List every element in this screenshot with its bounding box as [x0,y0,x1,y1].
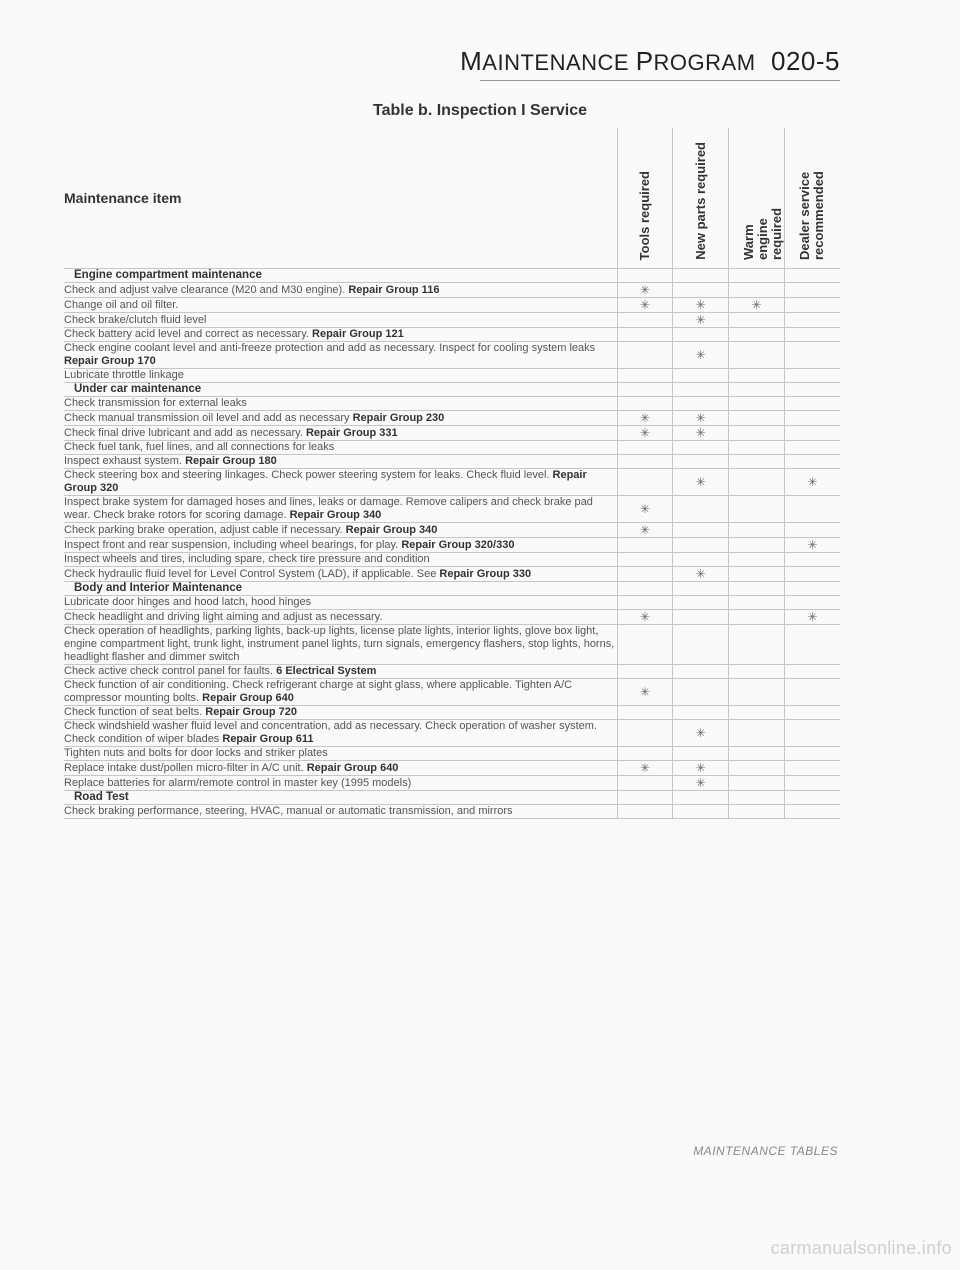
table-row [64,553,840,567]
item-text: Check function of air conditioning. Check refrigerant charge at sight glass, where applicable. Tighten A/C compressor mounting bolts. [64,679,573,704]
column-header-warm-label: Warm engine required [741,207,785,260]
asterisk-icon: ✳ [639,523,650,537]
cell-dealer [784,679,840,706]
repair-group-ref: 6 Electrical System [276,665,377,677]
cell-warm [729,805,785,819]
table-row [64,496,840,523]
cell-warm [729,283,785,298]
maintenance-item [64,538,617,553]
item-text: Check brake/clutch fluid level [64,313,207,326]
cell-parts [673,313,729,328]
cell-tools [617,298,673,313]
page-header [460,46,840,77]
table-row [64,313,840,328]
table-row [64,469,840,496]
table-row [64,720,840,747]
cell-parts [673,538,729,553]
cell-dealer [784,298,840,313]
maintenance-item [64,747,617,761]
cell-tools [617,625,673,665]
cell-parts [673,397,729,411]
table-row [64,283,840,298]
item-text: Check transmission for external leaks [64,397,247,409]
item-text: Check engine coolant level and anti-freeze protection and add as necessary. Inspect for cooling system leaks [64,342,596,354]
repair-group-ref: Repair Group 720 [205,706,297,718]
column-header-parts [673,128,729,269]
maintenance-item [64,469,617,496]
table-row [64,567,840,582]
item-text: Inspect front and rear suspension, including wheel bearings, for play. [64,538,402,551]
section-row [64,269,840,283]
maintenance-item [64,342,617,369]
table-row [64,397,840,411]
cell-warm [729,596,785,610]
cell-tools [617,283,673,298]
item-text: Check final drive lubricant and add as necessary. [64,426,306,439]
cell-dealer [784,328,840,342]
cell-parts [673,469,729,496]
cell-tools [617,582,673,596]
cell-tools [617,706,673,720]
cell-warm [729,720,785,747]
watermark: carmanualsonline.info [770,1238,952,1258]
asterisk-icon: ✳ [695,298,706,312]
table-row [64,596,840,610]
cell-warm [729,582,785,596]
maintenance-item [64,369,617,383]
cell-tools [617,538,673,553]
cell-warm [729,776,785,791]
repair-group-ref: Repair Group 640 [306,761,399,774]
table-row [64,426,840,441]
cell-dealer [784,397,840,411]
cell-tools [617,553,673,567]
section-row [64,383,840,397]
table-row [64,776,840,791]
cell-parts [673,625,729,665]
maintenance-item [64,665,617,679]
maintenance-item [64,706,617,720]
cell-parts [673,283,729,298]
item-text: Inspect exhaust system. [64,455,186,467]
cell-warm [729,298,785,313]
item-text: Replace batteries for alarm/remote control in master key (1995 models) [64,776,412,789]
cell-parts [673,523,729,538]
asterisk-icon: ✳ [639,283,650,297]
table-body [64,269,840,819]
item-text: Road Test [74,791,129,803]
repair-group-ref: Repair Group 180 [185,455,277,467]
table-row [64,538,840,553]
cell-dealer [784,469,840,496]
repair-group-ref: Repair Group 340 [345,523,438,536]
cell-warm [729,706,785,720]
cell-tools [617,679,673,706]
item-text: Under car maintenance [74,383,202,395]
cell-dealer [784,610,840,625]
cell-warm [729,411,785,426]
table-row [64,342,840,369]
cell-tools [617,313,673,328]
cell-parts [673,383,729,397]
table-row [64,610,840,625]
table-header-row [64,128,840,269]
repair-group-ref: Repair Group 121 [312,328,404,340]
item-text: Check battery acid level and correct as necessary. [64,328,313,340]
maintenance-item [64,625,617,665]
header-title-rest: AINTENANCE [482,50,636,75]
cell-dealer [784,596,840,610]
cell-warm [729,342,785,369]
cell-warm [729,426,785,441]
repair-group-ref: Repair Group 170 [64,355,156,367]
cell-tools [617,747,673,761]
cell-dealer [784,313,840,328]
cell-parts [673,369,729,383]
maintenance-item [64,567,617,582]
cell-dealer [784,411,840,426]
cell-parts [673,426,729,441]
repair-group-ref: Repair Group 330 [439,567,532,580]
asterisk-icon: ✳ [639,411,650,425]
cell-tools [617,567,673,582]
asterisk-icon: ✳ [695,761,706,775]
maintenance-item [64,283,617,298]
cell-parts [673,582,729,596]
cell-dealer [784,791,840,805]
item-text: Check parking brake operation, adjust cable if necessary. [64,523,346,536]
table-row [64,369,840,383]
asterisk-icon: ✳ [639,426,650,440]
cell-warm [729,397,785,411]
cell-dealer [784,383,840,397]
cell-warm [729,328,785,342]
cell-warm [729,761,785,776]
cell-parts [673,328,729,342]
cell-parts [673,791,729,805]
repair-group-ref: Repair Group 320 [64,469,587,494]
cell-warm [729,313,785,328]
cell-tools [617,269,673,283]
cell-parts [673,805,729,819]
cell-tools [617,523,673,538]
asterisk-icon: ✳ [639,761,650,775]
item-text: Check fuel tank, fuel lines, and all connections for leaks [64,441,335,453]
cell-dealer [784,496,840,523]
maintenance-item [64,313,617,328]
item-text: Check braking performance, steering, HVAC, manual or automatic transmission, and mirrors [64,805,513,817]
table-row [64,441,840,455]
cell-parts [673,455,729,469]
maintenance-item [64,426,617,441]
cell-dealer [784,441,840,455]
asterisk-icon: ✳ [695,726,706,740]
repair-group-ref: Repair Group 230 [352,411,445,424]
maintenance-item [64,411,617,426]
item-text: Change oil and oil filter. [64,298,179,311]
asterisk-icon: ✳ [639,610,650,624]
cell-warm [729,383,785,397]
cell-dealer [784,369,840,383]
item-text: Check headlight and driving light aiming and adjust as necessary. [64,610,383,623]
table-title: Table b. Inspection I Service [373,102,587,119]
item-text: Lubricate throttle linkage [64,369,184,381]
column-header-item: Maintenance item [64,128,617,269]
column-header-tools-label: Tools required [636,170,652,260]
asterisk-icon: ✳ [695,348,706,362]
item-text: Check manual transmission oil level and add as necessary [64,411,353,424]
cell-parts [673,441,729,455]
cell-dealer [784,553,840,567]
cell-tools [617,596,673,610]
item-text: Replace intake dust/pollen micro-filter in A/C unit. [64,761,307,774]
cell-dealer [784,665,840,679]
maintenance-item [64,298,617,313]
repair-group-ref: Repair Group 340 [289,509,382,521]
cell-dealer [784,776,840,791]
asterisk-icon: ✳ [695,475,706,489]
maintenance-item [64,553,617,567]
table-row [64,761,840,776]
section-title [64,269,617,283]
section-title [64,791,617,805]
column-header-parts-label: New parts required [692,142,708,260]
cell-tools [617,411,673,426]
section-row [64,582,840,596]
repair-group-ref: Repair Group 116 [348,283,440,296]
cell-tools [617,369,673,383]
cell-tools [617,441,673,455]
item-text: Lubricate door hinges and hood latch, hood hinges [64,596,312,608]
item-text: Check and adjust valve clearance (M20 and M30 engine). [64,283,349,296]
cell-tools [617,426,673,441]
cell-parts [673,411,729,426]
cell-tools [617,761,673,776]
cell-tools [617,455,673,469]
repair-group-ref: Repair Group 611 [222,733,314,745]
cell-parts [673,720,729,747]
table-row [64,706,840,720]
maintenance-item [64,596,617,610]
cell-warm [729,747,785,761]
cell-warm [729,538,785,553]
cell-dealer [784,342,840,369]
cell-warm [729,567,785,582]
asterisk-icon: ✳ [751,298,762,312]
maintenance-item [64,328,617,342]
repair-group-ref: Repair Group 331 [305,426,398,439]
cell-parts [673,776,729,791]
asterisk-icon: ✳ [807,538,818,552]
cell-tools [617,397,673,411]
cell-parts [673,610,729,625]
cell-warm [729,665,785,679]
item-text: Check hydraulic fluid level for Level Control System (LAD), if applicable. See [64,567,440,580]
column-header-dealer [784,128,840,269]
cell-tools [617,805,673,819]
cell-dealer [784,523,840,538]
cell-dealer [784,747,840,761]
cell-dealer [784,805,840,819]
table-row [64,411,840,426]
cell-warm [729,553,785,567]
asterisk-icon: ✳ [639,685,650,699]
column-header-warm [729,128,785,269]
repair-group-ref: Repair Group 640 [202,692,294,704]
table-row [64,523,840,538]
item-text: Check operation of headlights, parking lights, back-up lights, license plate lights, interior lights, glove box light, engine compartment light, trunk light, instrument panel lights, turn signals, emergency flashers, stop lights, horns, headlight flasher and dimmer switch [64,625,615,663]
cell-warm [729,610,785,625]
maintenance-item [64,441,617,455]
column-header-tools [617,128,673,269]
cell-parts [673,761,729,776]
cell-dealer [784,269,840,283]
cell-dealer [784,582,840,596]
header-title-rest-2: ROGRAM [653,50,756,75]
cell-warm [729,496,785,523]
maintenance-item [64,610,617,625]
maintenance-item [64,805,617,819]
cell-warm [729,369,785,383]
cell-warm [729,523,785,538]
asterisk-icon: ✳ [639,502,650,516]
maintenance-table [64,128,840,819]
table-row [64,665,840,679]
maintenance-item [64,776,617,791]
cell-tools [617,610,673,625]
footer-tag: MAINTENANCE TABLES [693,1144,838,1158]
cell-parts [673,553,729,567]
item-text: Check active check control panel for faults. [64,665,277,677]
maintenance-item [64,761,617,776]
cell-warm [729,625,785,665]
maintenance-item [64,523,617,538]
cell-tools [617,342,673,369]
cell-tools [617,469,673,496]
table-row [64,455,840,469]
cell-warm [729,441,785,455]
cell-parts [673,269,729,283]
item-text: Tighten nuts and bolts for door locks and striker plates [64,747,328,759]
cell-dealer [784,720,840,747]
item-text: Engine compartment maintenance [74,269,262,281]
item-text: Check steering box and steering linkages. Check power steering system for leaks. Check fluid level. [64,469,553,481]
cell-dealer [784,283,840,298]
repair-group-ref: Repair Group 320/330 [401,538,515,551]
cell-parts [673,496,729,523]
cell-parts [673,298,729,313]
cell-dealer [784,426,840,441]
cell-parts [673,596,729,610]
cell-tools [617,496,673,523]
page-number: 020-5 [771,46,840,76]
table-row [64,747,840,761]
section-title [64,582,617,596]
section-row [64,791,840,805]
cell-warm [729,469,785,496]
cell-tools [617,720,673,747]
item-text: Check windshield washer fluid level and concentration, add as necessary. Check operation of washer system. Check condition of wiper blades [64,720,597,745]
cell-warm [729,269,785,283]
cell-dealer [784,761,840,776]
asterisk-icon: ✳ [807,610,818,624]
section-title [64,383,617,397]
asterisk-icon: ✳ [695,776,706,790]
cell-dealer [784,706,840,720]
column-header-dealer-label: Dealer service recommended [797,171,827,260]
header-title-initial-2: P [635,46,654,76]
asterisk-icon: ✳ [695,567,706,581]
cell-parts [673,567,729,582]
header-rule [480,80,840,81]
asterisk-icon: ✳ [695,426,706,440]
header-title-initial: M [460,46,483,76]
item-text: Check function of seat belts. [64,706,206,718]
cell-tools [617,383,673,397]
cell-warm [729,455,785,469]
cell-tools [617,791,673,805]
item-text: Body and Interior Maintenance [74,582,243,594]
table-row [64,328,840,342]
asterisk-icon: ✳ [639,298,650,312]
maintenance-item [64,455,617,469]
cell-tools [617,776,673,791]
maintenance-item [64,496,617,523]
cell-parts [673,665,729,679]
item-text: Inspect brake system for damaged hoses and lines, leaks or damage. Remove calipers and check brake pad wear. Check brake rotors for scoring damage. [64,496,593,521]
cell-parts [673,679,729,706]
cell-parts [673,342,729,369]
asterisk-icon: ✳ [695,411,706,425]
table-row [64,679,840,706]
maintenance-item [64,720,617,747]
asterisk-icon: ✳ [807,475,818,489]
cell-dealer [784,567,840,582]
maintenance-item [64,397,617,411]
cell-warm [729,791,785,805]
cell-tools [617,328,673,342]
table-row [64,298,840,313]
table-row [64,625,840,665]
item-text: Inspect wheels and tires, including spare, check tire pressure and condition [64,553,430,565]
cell-warm [729,679,785,706]
asterisk-icon: ✳ [695,313,706,327]
cell-dealer [784,625,840,665]
cell-parts [673,747,729,761]
table-row [64,805,840,819]
maintenance-item [64,679,617,706]
cell-parts [673,706,729,720]
cell-tools [617,665,673,679]
cell-dealer [784,538,840,553]
cell-dealer [784,455,840,469]
